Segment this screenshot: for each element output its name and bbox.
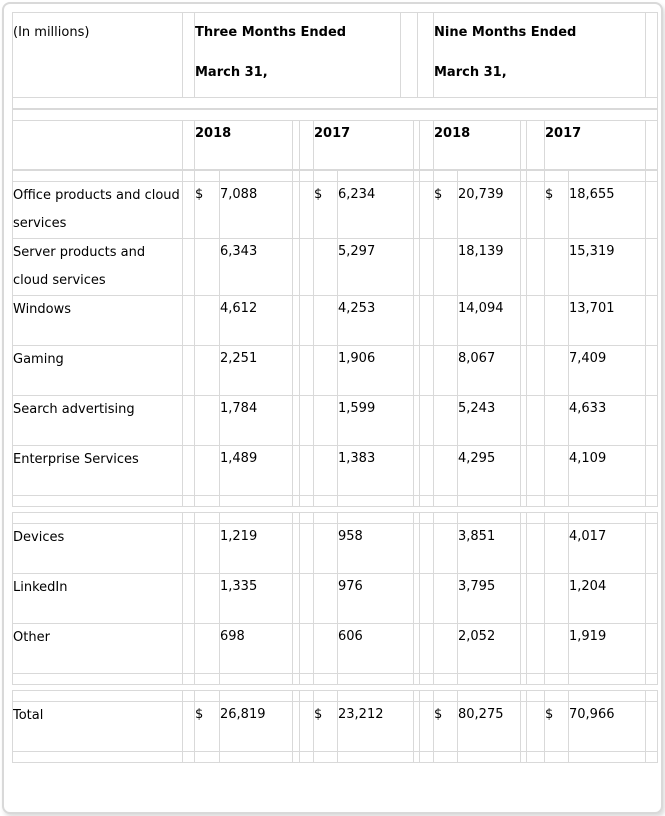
- spacer-cell: [646, 574, 658, 624]
- spacer-cell: [420, 121, 434, 170]
- currency-cell: [434, 346, 458, 396]
- spacer-cell: [545, 513, 569, 524]
- spacer-cell: [338, 674, 414, 685]
- value-cell: 15,319: [569, 239, 646, 296]
- currency-cell: [195, 524, 220, 574]
- revenue-sections: [12, 170, 653, 763]
- spacer-cell: [293, 446, 300, 496]
- spacer-cell: [458, 674, 521, 685]
- spacer-cell: [293, 121, 300, 170]
- spacer-cell: [183, 346, 195, 396]
- currency-cell: $: [195, 702, 220, 752]
- spacer-cell: [545, 674, 569, 685]
- spacer-cell: [527, 396, 545, 446]
- spacer-cell: [183, 496, 195, 507]
- value-cell: 1,906: [338, 346, 414, 396]
- spacer-row: [13, 691, 658, 702]
- table-row: [13, 524, 658, 574]
- period-line-2: March 31,: [434, 65, 507, 80]
- years-row: [13, 121, 658, 170]
- financial-table-card: [2, 2, 663, 814]
- spacer-cell: [183, 121, 195, 170]
- value-cell: 1,919: [569, 624, 646, 674]
- spacer-cell: [220, 674, 293, 685]
- row-label: Gaming: [13, 346, 183, 396]
- currency-cell: $: [545, 182, 569, 239]
- value-cell: 2,052: [458, 624, 521, 674]
- spacer-cell: [300, 691, 314, 702]
- spacer-cell: [300, 674, 314, 685]
- spacer-cell: [527, 182, 545, 239]
- currency-cell: [195, 624, 220, 674]
- table-row: [13, 702, 658, 752]
- spacer-cell: [300, 239, 314, 296]
- spacer-row: [13, 752, 658, 763]
- spacer-cell: [527, 446, 545, 496]
- spacer-cell: [458, 496, 521, 507]
- value-cell: 18,139: [458, 239, 521, 296]
- currency-cell: [314, 574, 338, 624]
- spacer-cell: [527, 674, 545, 685]
- spacer-cell: [434, 496, 458, 507]
- spacer-cell: [420, 182, 434, 239]
- spacer-cell: [420, 296, 434, 346]
- spacer-cell: [420, 496, 434, 507]
- value-cell: 14,094: [458, 296, 521, 346]
- spacer-row: [13, 171, 658, 182]
- spacer-cell: [527, 496, 545, 507]
- currency-cell: $: [314, 182, 338, 239]
- spacer-cell: [220, 171, 293, 182]
- spacer-cell: [300, 446, 314, 496]
- spacer-cell: [183, 396, 195, 446]
- currency-cell: [545, 296, 569, 346]
- period-line-1: Nine Months Ended: [434, 25, 577, 40]
- value-cell: 6,343: [220, 239, 293, 296]
- value-cell: 23,212: [338, 702, 414, 752]
- spacer-cell: [420, 674, 434, 685]
- currency-cell: $: [545, 702, 569, 752]
- spacer-cell: [420, 513, 434, 524]
- value-cell: 1,489: [220, 446, 293, 496]
- spacer-cell: [293, 496, 300, 507]
- year-header-nine-months-2017: 2017: [545, 121, 646, 170]
- currency-cell: [434, 239, 458, 296]
- spacer-cell: [527, 752, 545, 763]
- spacer-cell: [300, 574, 314, 624]
- spacer-cell: [569, 674, 646, 685]
- value-cell: 4,612: [220, 296, 293, 346]
- value-cell: 4,109: [569, 446, 646, 496]
- spacer-cell: [183, 524, 195, 574]
- spacer-cell: [183, 691, 195, 702]
- spacer-cell: [527, 691, 545, 702]
- period-line-1: Three Months Ended: [195, 25, 347, 40]
- currency-cell: [434, 396, 458, 446]
- spacer-cell: [420, 624, 434, 674]
- currency-cell: [314, 446, 338, 496]
- spacer-cell: [420, 702, 434, 752]
- spacer-cell: [293, 296, 300, 346]
- spacer-cell: [646, 171, 658, 182]
- spacer-cell: [527, 239, 545, 296]
- units-label: (In millions): [13, 13, 183, 98]
- spacer-cell: [401, 13, 418, 98]
- spacer-cell: [646, 752, 658, 763]
- spacer-row: [13, 98, 658, 109]
- spacer-cell: [458, 752, 521, 763]
- value-cell: 4,017: [569, 524, 646, 574]
- spacer-cell: [300, 171, 314, 182]
- currency-cell: $: [314, 702, 338, 752]
- spacer-cell: [13, 98, 658, 109]
- spacer-cell: [646, 624, 658, 674]
- value-cell: 80,275: [458, 702, 521, 752]
- spacer-cell: [293, 182, 300, 239]
- value-cell: 2,251: [220, 346, 293, 396]
- spacer-cell: [300, 513, 314, 524]
- spacer-cell: [13, 110, 658, 121]
- period-header-nine-months: [434, 13, 646, 98]
- spacer-cell: [527, 346, 545, 396]
- currency-cell: [195, 396, 220, 446]
- value-cell: 1,784: [220, 396, 293, 446]
- spacer-cell: [646, 513, 658, 524]
- value-cell: 7,409: [569, 346, 646, 396]
- spacer-cell: [434, 171, 458, 182]
- spacer-cell: [420, 574, 434, 624]
- spacer-cell: [13, 674, 183, 685]
- value-cell: 3,851: [458, 524, 521, 574]
- currency-cell: [314, 624, 338, 674]
- spacer-cell: [646, 674, 658, 685]
- value-cell: 976: [338, 574, 414, 624]
- spacer-cell: [293, 674, 300, 685]
- spacer-cell: [195, 496, 220, 507]
- spacer-cell: [183, 702, 195, 752]
- period-line-2: March 31,: [195, 65, 268, 80]
- value-cell: 1,219: [220, 524, 293, 574]
- currency-cell: [314, 524, 338, 574]
- spacer-cell: [545, 171, 569, 182]
- revenue-section-productivity-platforms: [12, 170, 658, 507]
- currency-cell: $: [195, 182, 220, 239]
- value-cell: 698: [220, 624, 293, 674]
- spacer-cell: [646, 702, 658, 752]
- spacer-cell: [338, 496, 414, 507]
- table-row: [13, 239, 658, 296]
- value-cell: 70,966: [569, 702, 646, 752]
- table-row: [13, 574, 658, 624]
- value-cell: 20,739: [458, 182, 521, 239]
- spacer-cell: [183, 674, 195, 685]
- value-cell: 3,795: [458, 574, 521, 624]
- spacer-cell: [314, 496, 338, 507]
- spacer-cell: [646, 182, 658, 239]
- spacer-cell: [183, 239, 195, 296]
- spacer-cell: [183, 182, 195, 239]
- spacer-cell: [420, 691, 434, 702]
- year-header-three-months-2018: 2018: [195, 121, 293, 170]
- currency-cell: [434, 624, 458, 674]
- row-label: LinkedIn: [13, 574, 183, 624]
- table-row: [13, 182, 658, 239]
- currency-cell: [545, 524, 569, 574]
- table-row: [13, 396, 658, 446]
- row-label: Devices: [13, 524, 183, 574]
- spacer-cell: [183, 513, 195, 524]
- currency-cell: [314, 396, 338, 446]
- spacer-cell: [183, 13, 195, 98]
- year-header-table: [12, 109, 658, 170]
- spacer-cell: [293, 574, 300, 624]
- spacer-cell: [314, 513, 338, 524]
- value-cell: 4,295: [458, 446, 521, 496]
- value-cell: 5,243: [458, 396, 521, 446]
- value-cell: 4,253: [338, 296, 414, 346]
- value-cell: 1,204: [569, 574, 646, 624]
- spacer-row: [13, 496, 658, 507]
- period-header-table: [12, 12, 658, 109]
- currency-cell: [434, 574, 458, 624]
- spacer-cell: [434, 691, 458, 702]
- spacer-cell: [569, 171, 646, 182]
- spacer-cell: [300, 496, 314, 507]
- spacer-row: [13, 513, 658, 524]
- currency-cell: [545, 239, 569, 296]
- spacer-cell: [314, 674, 338, 685]
- spacer-cell: [338, 752, 414, 763]
- spacer-cell: [646, 446, 658, 496]
- spacer-cell: [13, 121, 183, 170]
- spacer-cell: [293, 346, 300, 396]
- value-cell: 13,701: [569, 296, 646, 346]
- spacer-cell: [220, 691, 293, 702]
- spacer-cell: [527, 574, 545, 624]
- spacer-cell: [293, 524, 300, 574]
- spacer-cell: [293, 396, 300, 446]
- spacer-row: [13, 674, 658, 685]
- spacer-cell: [13, 513, 183, 524]
- table-row: [13, 446, 658, 496]
- spacer-cell: [420, 346, 434, 396]
- table-row: [13, 296, 658, 346]
- value-cell: 958: [338, 524, 414, 574]
- year-header-three-months-2017: 2017: [314, 121, 414, 170]
- currency-cell: [545, 346, 569, 396]
- spacer-cell: [569, 496, 646, 507]
- spacer-cell: [183, 624, 195, 674]
- row-label: Total: [13, 702, 183, 752]
- revenue-section-total: [12, 690, 658, 763]
- spacer-cell: [527, 296, 545, 346]
- table-row: [13, 624, 658, 674]
- spacer-cell: [195, 513, 220, 524]
- currency-cell: [545, 396, 569, 446]
- spacer-cell: [300, 396, 314, 446]
- value-cell: 4,633: [569, 396, 646, 446]
- spacer-cell: [195, 691, 220, 702]
- spacer-cell: [420, 396, 434, 446]
- spacer-cell: [293, 624, 300, 674]
- spacer-cell: [293, 702, 300, 752]
- row-label: Enterprise Services: [13, 446, 183, 496]
- spacer-cell: [420, 239, 434, 296]
- spacer-cell: [646, 524, 658, 574]
- value-cell: 6,234: [338, 182, 414, 239]
- spacer-cell: [300, 346, 314, 396]
- spacer-cell: [183, 171, 195, 182]
- spacer-cell: [420, 752, 434, 763]
- row-label: Server products and cloud services: [13, 239, 183, 296]
- spacer-cell: [293, 752, 300, 763]
- currency-cell: $: [434, 182, 458, 239]
- spacer-cell: [646, 396, 658, 446]
- spacer-cell: [420, 524, 434, 574]
- spacer-cell: [338, 513, 414, 524]
- spacer-cell: [293, 513, 300, 524]
- spacer-cell: [420, 446, 434, 496]
- value-cell: 5,297: [338, 239, 414, 296]
- spacer-cell: [458, 691, 521, 702]
- row-label: Windows: [13, 296, 183, 346]
- spacer-cell: [195, 674, 220, 685]
- spacer-cell: [646, 691, 658, 702]
- spacer-cell: [434, 752, 458, 763]
- currency-cell: $: [434, 702, 458, 752]
- currency-cell: [545, 624, 569, 674]
- spacer-cell: [300, 624, 314, 674]
- spacer-cell: [13, 752, 183, 763]
- currency-cell: [195, 574, 220, 624]
- spacer-cell: [527, 524, 545, 574]
- spacer-cell: [314, 691, 338, 702]
- spacer-cell: [314, 752, 338, 763]
- value-cell: 1,335: [220, 574, 293, 624]
- spacer-cell: [338, 171, 414, 182]
- currency-cell: [434, 446, 458, 496]
- spacer-cell: [646, 239, 658, 296]
- spacer-cell: [300, 121, 314, 170]
- value-cell: 7,088: [220, 182, 293, 239]
- currency-cell: [195, 446, 220, 496]
- spacer-cell: [420, 171, 434, 182]
- spacer-cell: [545, 691, 569, 702]
- spacer-cell: [569, 752, 646, 763]
- spacer-cell: [220, 513, 293, 524]
- spacer-cell: [195, 752, 220, 763]
- value-cell: 18,655: [569, 182, 646, 239]
- value-cell: 1,599: [338, 396, 414, 446]
- spacer-cell: [527, 624, 545, 674]
- currency-cell: [314, 346, 338, 396]
- spacer-cell: [195, 171, 220, 182]
- spacer-cell: [646, 496, 658, 507]
- value-cell: 8,067: [458, 346, 521, 396]
- spacer-cell: [293, 691, 300, 702]
- spacer-cell: [527, 171, 545, 182]
- spacer-cell: [300, 296, 314, 346]
- spacer-cell: [293, 171, 300, 182]
- currency-cell: [434, 296, 458, 346]
- period-header-three-months: [195, 13, 401, 98]
- revenue-section-devices-linkedin-other: [12, 512, 658, 685]
- spacer-cell: [300, 752, 314, 763]
- row-label: Office products and cloud services: [13, 182, 183, 239]
- spacer-cell: [183, 574, 195, 624]
- spacer-cell: [434, 674, 458, 685]
- spacer-cell: [646, 121, 658, 170]
- spacer-cell: [220, 752, 293, 763]
- spacer-cell: [13, 171, 183, 182]
- spacer-cell: [300, 702, 314, 752]
- value-cell: 26,819: [220, 702, 293, 752]
- currency-cell: [314, 296, 338, 346]
- spacer-cell: [300, 182, 314, 239]
- spacer-cell: [527, 702, 545, 752]
- spacer-cell: [314, 171, 338, 182]
- spacer-cell: [338, 691, 414, 702]
- spacer-cell: [527, 513, 545, 524]
- spacer-cell: [569, 691, 646, 702]
- spacer-cell: [545, 752, 569, 763]
- spacer-cell: [183, 752, 195, 763]
- spacer-cell: [646, 346, 658, 396]
- spacer-cell: [458, 171, 521, 182]
- row-label: Other: [13, 624, 183, 674]
- table-row: [13, 346, 658, 396]
- value-cell: 1,383: [338, 446, 414, 496]
- spacer-cell: [13, 691, 183, 702]
- spacer-cell: [220, 496, 293, 507]
- spacer-cell: [434, 513, 458, 524]
- currency-cell: [195, 239, 220, 296]
- currency-cell: [314, 239, 338, 296]
- spacer-cell: [458, 513, 521, 524]
- spacer-cell: [646, 296, 658, 346]
- spacer-cell: [300, 524, 314, 574]
- spacer-cell: [13, 496, 183, 507]
- spacer-cell: [646, 13, 658, 98]
- currency-cell: [545, 574, 569, 624]
- row-label: Search advertising: [13, 396, 183, 446]
- spacer-cell: [183, 296, 195, 346]
- currency-cell: [195, 296, 220, 346]
- currency-cell: [434, 524, 458, 574]
- period-header-row: [13, 13, 658, 98]
- spacer-cell: [418, 13, 434, 98]
- year-header-nine-months-2018: 2018: [434, 121, 521, 170]
- spacer-row: [13, 110, 658, 121]
- spacer-cell: [527, 121, 545, 170]
- currency-cell: [545, 446, 569, 496]
- spacer-cell: [293, 239, 300, 296]
- spacer-cell: [545, 496, 569, 507]
- currency-cell: [195, 346, 220, 396]
- spacer-cell: [183, 446, 195, 496]
- spacer-cell: [569, 513, 646, 524]
- value-cell: 606: [338, 624, 414, 674]
